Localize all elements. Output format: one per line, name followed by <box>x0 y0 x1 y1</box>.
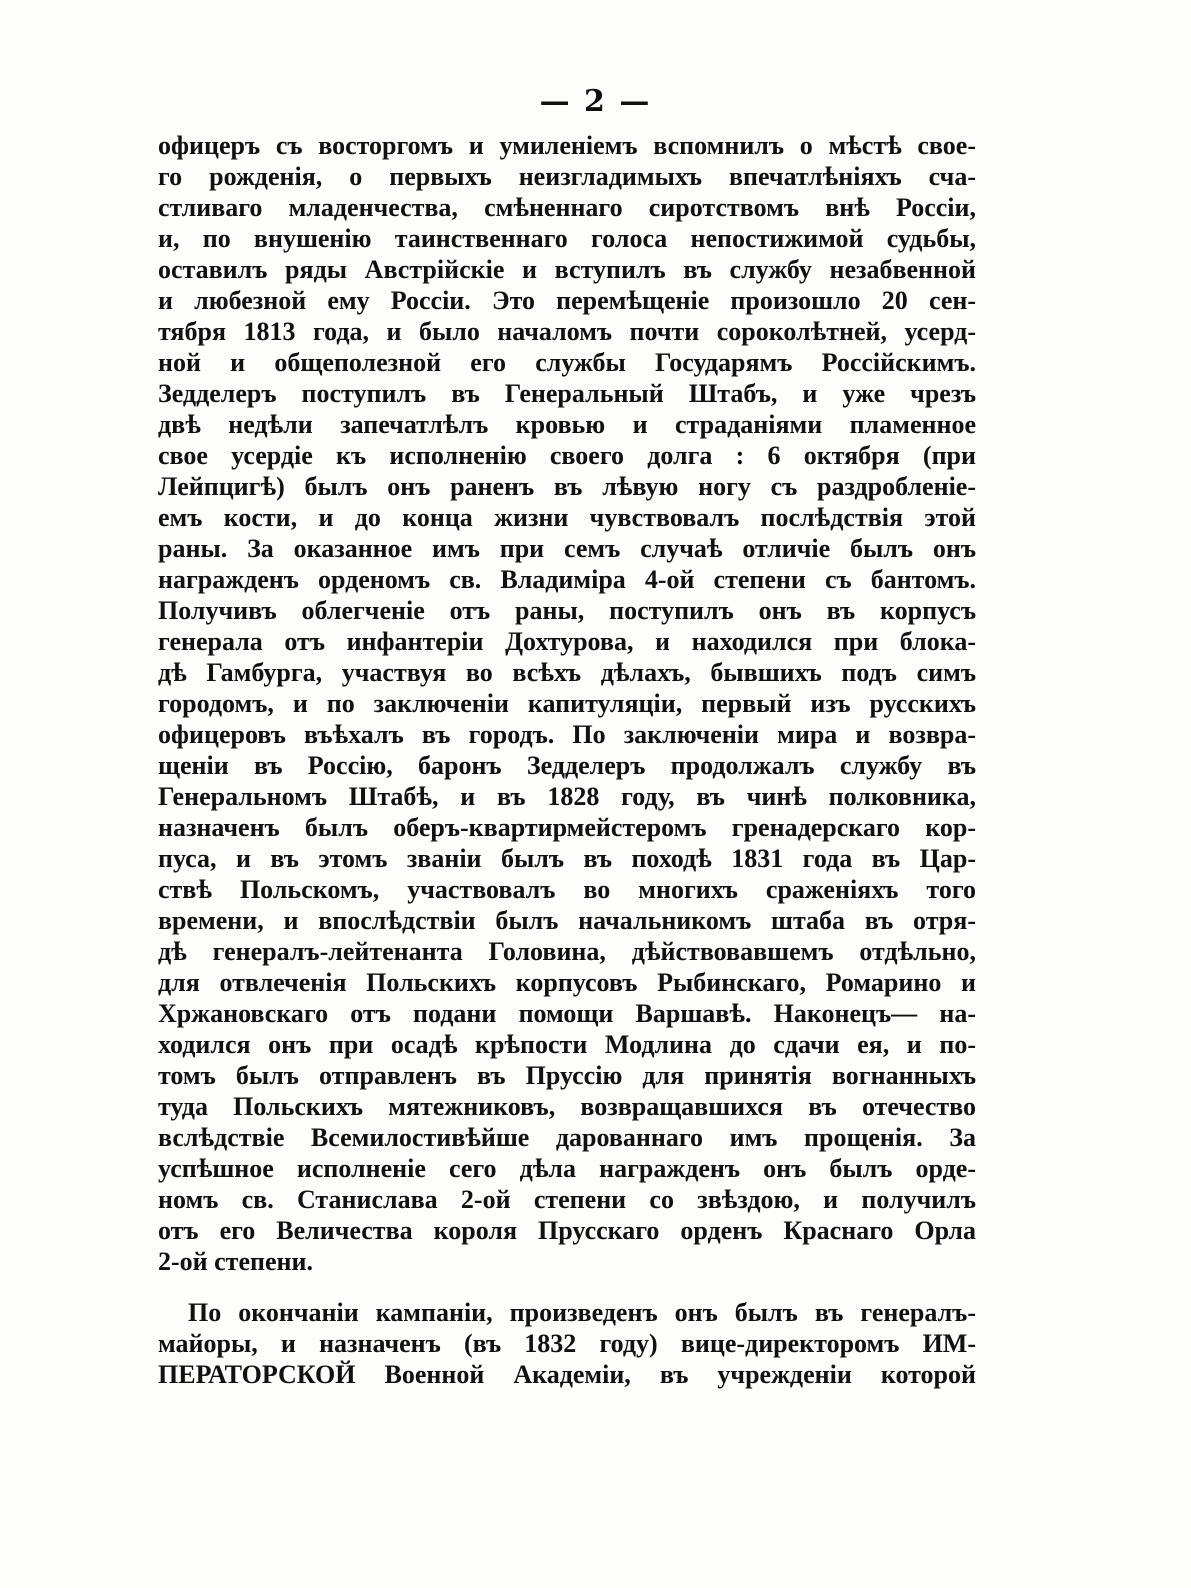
text-line: Зедделеръ поступилъ въ Генеральный Штабъ, и уже чрезъ <box>158 379 976 408</box>
text-line: томъ былъ отправленъ въ Пруссію для принятія вогнанныхъ <box>158 1061 976 1090</box>
text-line: отъ его Величества короля Прусскаго орденъ Краснаго Орла <box>158 1216 976 1245</box>
text-line: двѣ недѣли запечатлѣлъ кровью и страданіями пламенное <box>158 410 976 439</box>
text-line: ной и общеполезной его службы Государямъ Россійскимъ. <box>158 348 976 377</box>
text-line: Хржановскаго отъ подани помощи Варшавѣ. Наконецъ— на- <box>158 999 976 1028</box>
text-line: майоры, и назначенъ (въ 1832 году) вице-директоромъ ИМ- <box>158 1329 976 1358</box>
text-line: дѣ генералъ-лейтенанта Головина, дѣйствовавшемъ отдѣльно, <box>158 937 976 966</box>
text-line: пуса, и въ этомъ званіи былъ въ походѣ 1831 года въ Цар- <box>158 844 976 873</box>
text-line: стливаго младенчества, смѣненнаго сиротствомъ внѣ Россіи, <box>158 193 976 222</box>
text-line: раны. За оказанное имъ при семъ случаѣ отличіе былъ онъ <box>158 534 976 563</box>
text-line: 2-ой степени. <box>158 1247 313 1276</box>
text-line: городомъ, и по заключеніи капитуляціи, первый изъ русскихъ <box>158 689 976 718</box>
text-line: оставилъ ряды Австрійскіе и вступилъ въ службу незабвенной <box>158 255 976 284</box>
text-line: туда Польскихъ мятежниковъ, возвращавшихся въ отечество <box>158 1092 976 1121</box>
paragraph <box>158 130 976 1277</box>
text-line: щеніи въ Россію, баронъ Зедделеръ продолжалъ службу въ <box>158 751 976 780</box>
text-line: генерала отъ инфантеріи Дохтурова, и находился при блока- <box>158 627 976 656</box>
text-line: го рожденія, о первыхъ неизгладимыхъ впечатлѣніяхъ сча- <box>158 162 976 191</box>
text-line: дѣ Гамбурга, участвуя во всѣхъ дѣлахъ, бывшихъ подъ симъ <box>158 658 976 687</box>
text-line: и любезной ему Россіи. Это перемѣщеніе произошло 20 сен- <box>158 286 976 315</box>
text-line: и, по внушенію таинственнаго голоса непостижимой судьбы, <box>158 224 976 253</box>
paragraph-gap <box>158 1277 976 1297</box>
text-line: вслѣдствіе Всемилостивѣйше дарованнаго имъ прощенія. За <box>158 1123 976 1152</box>
text-line: назначенъ былъ оберъ-квартирмейстеромъ гренадерскаго кор- <box>158 813 976 842</box>
text-line: тября 1813 года, и было началомъ почти сороколѣтней, усерд- <box>158 317 976 346</box>
text-line: офицеръ съ восторгомъ и умиленіемъ вспомнилъ о мѣстѣ свое- <box>158 131 976 160</box>
text-line: офицеровъ въѣхалъ въ городъ. По заключеніи мира и возвра- <box>158 720 976 749</box>
text-line: номъ св. Станислава 2-ой степени со звѣздою, и получилъ <box>158 1185 976 1214</box>
paragraph <box>158 1297 976 1390</box>
text-line: награжденъ орденомъ св. Владиміра 4-ой степени съ бантомъ. <box>158 565 976 594</box>
text-line: ствѣ Польскомъ, участвовалъ во многихъ сраженіяхъ того <box>158 875 976 904</box>
text-line: успѣшное исполненіе сего дѣла награжденъ онъ былъ орде- <box>158 1154 976 1183</box>
text-line: ходился онъ при осадѣ крѣпости Модлина до сдачи ея, и по- <box>158 1030 976 1059</box>
text-line: По окончаніи кампаніи, произведенъ онъ былъ въ генералъ- <box>188 1298 976 1327</box>
text-line: Лейпцигѣ) былъ онъ раненъ въ лѣвую ногу съ раздробленіе- <box>158 472 976 501</box>
text-line: для отвлеченія Польскихъ корпусовъ Рыбинскаго, Ромарино и <box>158 968 976 997</box>
text-line: емъ кости, и до конца жизни чувствовалъ послѣдствія этой <box>158 503 976 532</box>
page-number: — 2 — <box>539 84 652 119</box>
text-line: времени, и впослѣдствіи былъ начальникомъ штаба въ отря- <box>158 906 976 935</box>
body-text <box>158 130 976 1390</box>
text-line: ПЕРАТОРСКОЙ Военной Академіи, въ учрежденіи которой <box>158 1360 976 1389</box>
text-line: Получивъ облегченіе отъ раны, поступилъ онъ въ корпусъ <box>158 596 976 625</box>
text-line: свое усердіе къ исполненію своего долга : 6 октября (при <box>158 441 976 470</box>
text-line: Генеральномъ Штабѣ, и въ 1828 году, въ чинѣ полковника, <box>158 782 976 811</box>
